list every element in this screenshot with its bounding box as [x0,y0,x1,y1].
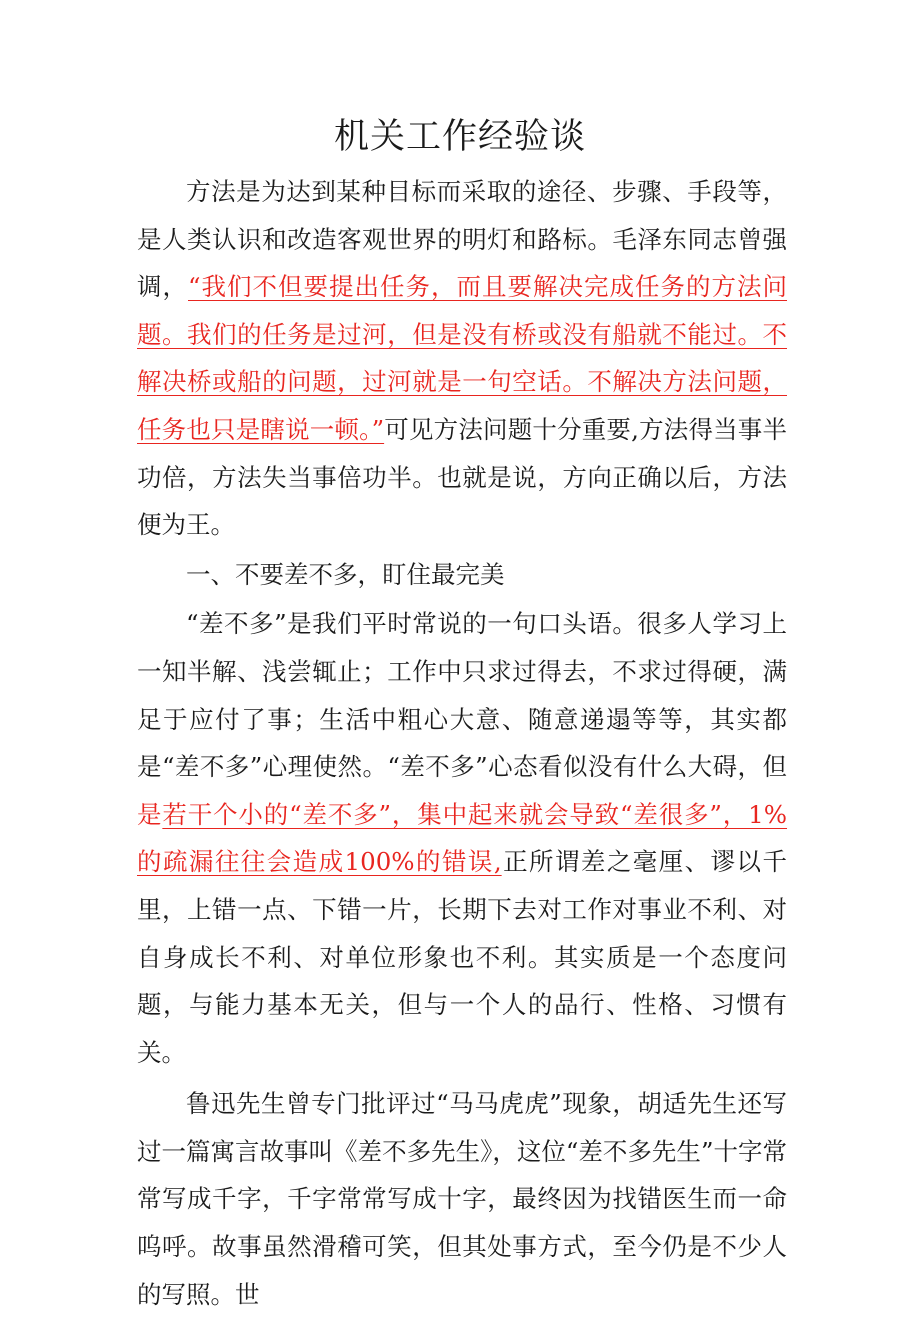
intro-tail-text: 可见方法问题十分重要,方法得当事半功倍，方法失当事倍功半。也就是说，方向正确以后，方法便为王。 [137,414,787,540]
chabuduo-highlight: 若干个小的“差不多”，集中起来就会导致“差很多”，1%的疏漏往往会造成100%的错误, [137,799,788,877]
section-heading-1: 一、不要差不多，盯住最完美 [186,559,505,589]
chabuduo-lead-text: “差不多”是我们平时常说的一句口头语。很多人学习上一知半解、浅尝辄止；工作中只求过得去，不求过得硬，满足于应付了事；生活中粗心大意、随意递遢等等，其实都是“差不多”心理使然。“差不多”心态看似没有什么大碍，但 [137,609,787,782]
document-body [137,168,787,1318]
paragraph-chabuduo [137,600,787,1076]
mao-quote: “我们不但要提出任务，而且要解决完成任务的方法问题。我们的任务是过河，但是没有桥或没有船就不能过。不解决桥或船的问题，过河就是一句空话。不解决方法问题，任务也只是瞎说一顿。” [137,272,787,444]
document-title: 机关工作经验谈 [333,117,586,157]
intro-lead-text: 方法是为达到某种目标而采取的途径、步骤、手段等，是人类认识和改造客观世界的明灯和路标。毛泽东同志曾强调， [137,177,787,302]
paragraph-luxun: 鲁迅先生曾专门批评过“马马虎虎”现象，胡适先生还写过一篇寓言故事叫《差不多先生》，这位“差不多先生”十字常常写成千字，千字常常写成十字，最终因为找错医生而一命呜呼。故事虽然滑稽可笑，但其处事方式，至今仍是不少人的写照。世 [137,1089,787,1309]
paragraph-intro [137,168,787,549]
chabuduo-tail-text: 正所谓差之毫厘、谬以千里，上错一点、下错一片，长期下去对工作对事业不利、对自身成长不利、对单位形象也不利。其实质是一个态度问题，与能力基本无关，但与一个人的品行、性格、习惯有关。 [137,847,787,1067]
chabuduo-red-text: 是 [137,799,163,829]
